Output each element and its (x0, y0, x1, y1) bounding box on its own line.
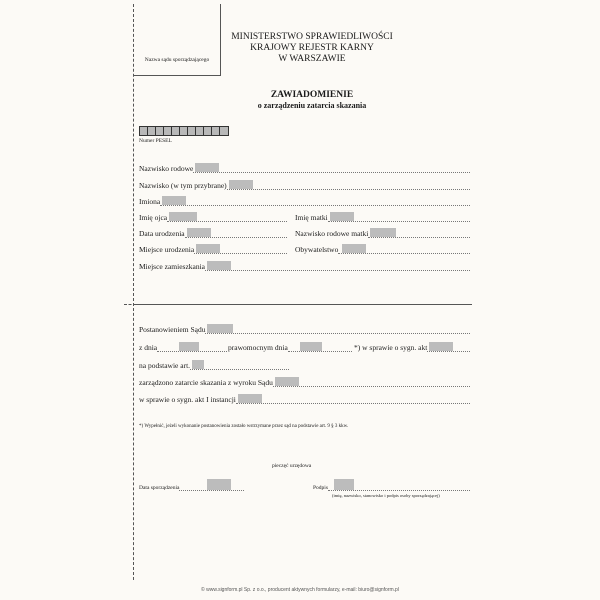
ministry-line: W WARSZAWIE (278, 54, 346, 64)
ordered-field[interactable]: zarządzono zatarcie skazania z wyroku Sądu (139, 378, 470, 387)
form-title: ZAWIADOMIENIE (270, 90, 354, 100)
surname-field[interactable]: Nazwisko (w tym przybrane) (139, 181, 470, 190)
mother-surname-field[interactable]: Nazwisko rodowe matki (295, 229, 470, 238)
basis-field[interactable]: na podstawie art. (139, 361, 289, 370)
form-subtitle: o zarządzeniu zatarcia skazania (257, 101, 367, 110)
signature-note: (imię, nazwisko, stanowisko i podpis osoby sporządzającej) (332, 493, 440, 498)
father-field[interactable]: Imię ojca (139, 213, 287, 222)
footer-copyright: © www.signform.pl Sp. z o.o., producent aktywnych formularzy, e-mail: biuro@signform.pl (201, 587, 399, 593)
section-divider (136, 304, 472, 305)
ministry-line: KRAJOWY REJESTR KARNY (250, 43, 374, 53)
footnote: *) Wypełnić, jeżeli wykonanie postanowienia zostało wstrzymane przez sąd na podstawie art. 9 § 3 kkw. (139, 424, 349, 429)
citizenship-field[interactable]: Obywatelstwo (295, 245, 470, 254)
birth-place-field[interactable]: Miejsce urodzenia (139, 245, 287, 254)
final-date-field[interactable]: prawomocnym dnia (228, 343, 352, 352)
date-field[interactable]: Data sporządzenia (139, 481, 244, 491)
pesel-input[interactable] (139, 126, 229, 136)
court-label: Nazwa sądu sporządzającego (144, 57, 210, 63)
pesel-label: Numer PESEL (139, 138, 172, 144)
court-stamp-box (133, 4, 221, 76)
signature-field[interactable]: Podpis (313, 481, 470, 491)
residence-field[interactable]: Miejsce zamieszkania (139, 262, 470, 271)
ministry-header (222, 32, 402, 65)
ruling-date-field[interactable]: z dnia (139, 343, 227, 352)
surname-family-field[interactable]: Nazwisko rodowe (139, 164, 470, 173)
stamp-label: pieczęć urzędowa (272, 463, 312, 469)
mother-field[interactable]: Imię matki (295, 213, 470, 222)
ruling-field[interactable]: Postanowieniem Sądu (139, 325, 470, 334)
cut-line (124, 304, 136, 305)
ministry-line: MINISTERSTWO SPRAWIEDLIWOŚCI (231, 32, 393, 42)
fold-line (133, 4, 134, 580)
birth-date-field[interactable]: Data urodzenia (139, 229, 287, 238)
first-instance-field[interactable]: w sprawie o sygn. akt I instancji (139, 395, 470, 404)
names-field[interactable]: Imiona (139, 197, 470, 206)
case-ref-field[interactable]: *) w sprawie o sygn. akt (354, 343, 470, 352)
